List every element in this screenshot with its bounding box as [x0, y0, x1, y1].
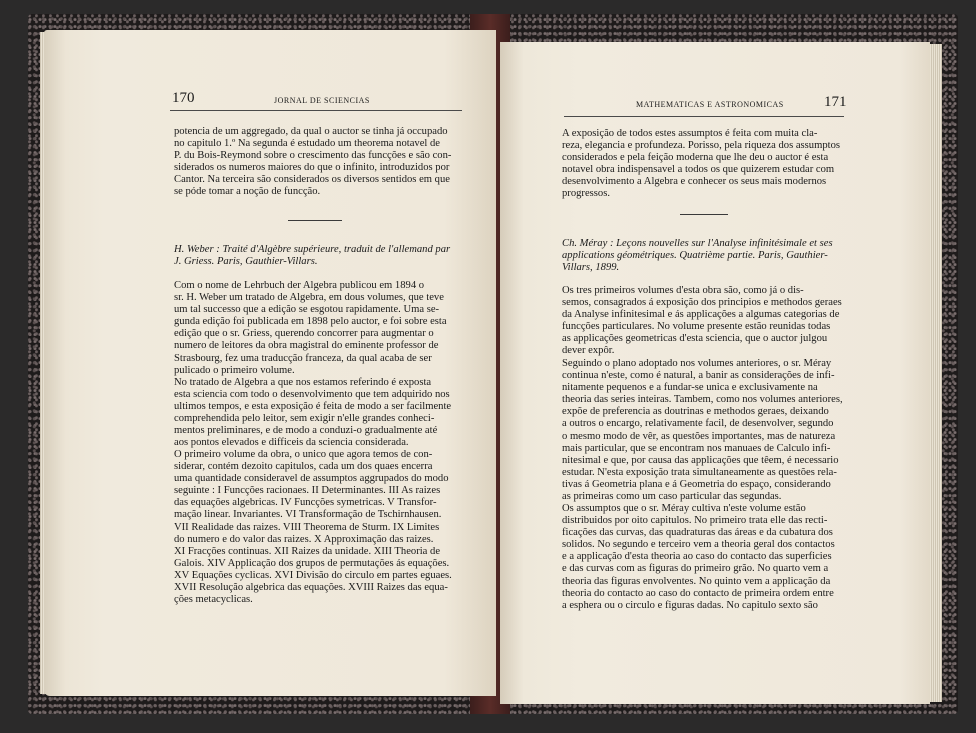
review-paragraph-3: O primeiro volume da obra, o unico que agora temos de con- siderar, contém dezoito capitulos, cada um dos quaes encerra uma quantidade consideravel de assumptos aggrupados do modo seguinte : I Funcções racionaes. II Determinantes. III As raizes das equações algebricas. IV Funcções symetricas. V Transfor- mação linear. Invariantes. VI Transformação de Tschirnhausen. VII Realidade das raizes. VIII Theorema de Sturm. IX Limites do numero e do valor das raizes. X Approximação das raizes. XI Fracções continuas. XII Raizes da unidade. XIII Theoria de Galois. XIV Applicação dos grupos de permutações ás equações. XV Equações cyclicas. XVI Divisão do circulo em partes eguaes. XVII Resolução algebrica das equações. XVIII Raizes das equa- ções metacyclicas. — [174, 449, 452, 606]
review-heading: Ch. Méray : Leçons nouvelles sur l'Analyse infinitésimale et ses applications géométriques. Quatrième partie. Paris, Gauthier- Villars, 1899. — [562, 238, 833, 274]
review-paragraph-1: Os tres primeiros volumes d'esta obra são, como já o dis- semos, consagrados á exposição dos principios e methodos geraes da Analyse infinitesimal e ás applicações a algumas categorias de funcções particulares. No volume presente estão reunidas todas as applicações geometricas d'esta sciencia, que o auctor julgou dever expôr. — [562, 285, 842, 357]
section-separator — [288, 220, 342, 221]
page-number: 170 — [172, 90, 195, 106]
opening-paragraph: A exposição de todos estes assumptos é feita com muita cla- reza, elegancia e profundeza. Porisso, pela riqueza dos assumptos considerados e pela feição moderna que lhe deu o auctor é esta notavel obra indispensavel a todos os que quizerem estudar com desenvolvimento a Algebra e conhecer os seus mais modernos progressos. — [562, 128, 840, 200]
running-head: MATHEMATICAS E ASTRONOMICAS — [636, 100, 784, 109]
review-paragraph-1: Com o nome de Lehrbuch der Algebra publicou em 1894 o sr. H. Weber um tratado de Algebra, em dous volumes, que teve um tal successo que a edição se esgotou rapidamente. Uma se- gunda edição foi publicada em 1898 pelo auctor, e foi sobre esta edição que o sr. Griess, querendo concorrer para augmentar o numero de leitores da obra magistral do eminente professor de Strasbourg, fez uma traducção franceza, da qual acaba de ser pulicado o primeiro volume. — [174, 280, 447, 376]
review-paragraph-2: No tratado de Algebra a que nos estamos referindo é exposta esta sciencia com todo o desenvolvimento que tem adquirido nos ultimos tempos, e esta exposição é feita de modo a ser facilmente comprehendida pelo leitor, sem exigir n'elle grandes conheci- mentos preliminares, e de modo a conduzi-o gradualmente até aos pontos elevados e difficeis da sciencia considerada. — [174, 377, 452, 449]
review-paragraph-2: Seguindo o plano adoptado nos volumes anteriores, o sr. Méray continua n'este, como é natural, a banir as considerações de infi- nitamente pequenos e a fundar-se unica e exclusivamente na theoria das series inteiras. Tambem, como nos volumes anteriores, expõe de preferencia as doutrinas e methodos geraes, deixando a outros o encargo, relativamente facil, de desenvolver, segundo o mesmo modo de vêr, as questões importantes, mas de natureza mais particular, que se encontram nos manuaes de Calculo infi- nitesimal e que, por causa das applicações que têem, é necessario estudar. N'esta exposição trata simultaneamente as questões rela- tivas á Geometria plana e á Geometria do espaço, considerando as primeiras como um caso particular das segundas. — [562, 358, 843, 503]
section-separator — [680, 214, 728, 215]
page-number: 171 — [824, 94, 847, 110]
opening-paragraph: potencia de um aggregado, da qual o auctor se tinha já occupado no capitulo 1.º Na segunda é estudado um theorema notavel de P. du Bois-Reymond sobre o crescimento das funcções e são con- siderados os numeros maiores do que o infinito, introduzidos por Cantor. Na terceira são considerados os diversos sentidos em que se póde tomar a noção de funcção. — [174, 126, 452, 198]
review-paragraph-3: Os assumptos que o sr. Méray cultiva n'este volume estão distribuidos por oito capitulos. No primeiro trata elle das recti- ficações das curvas, das quadraturas das áreas e da cubatura dos solidos. No segundo e terceiro vem a theoria geral dos contactos e a applicação d'esta theoria ao caso do contacto das superficies e das curvas com as figuras do primeiro grão. No quarto vem a theoria das figuras envolventes. No quinto vem a applicação da theoria do contacto ao caso do contacto de primeira ordem entre a esphera ou o circulo e figuras dadas. No capitulo sexto são — [562, 503, 835, 611]
running-head: JORNAL DE SCIENCIAS — [274, 96, 370, 105]
right-page-edges — [928, 44, 942, 702]
left-page — [44, 30, 496, 696]
header-rule — [170, 110, 462, 111]
right-page — [500, 42, 930, 704]
review-heading: H. Weber : Traité d'Algèbre supérieure, traduit de l'allemand par J. Griess. Paris, Gauthier-Villars. — [174, 244, 451, 268]
header-rule — [564, 116, 844, 117]
